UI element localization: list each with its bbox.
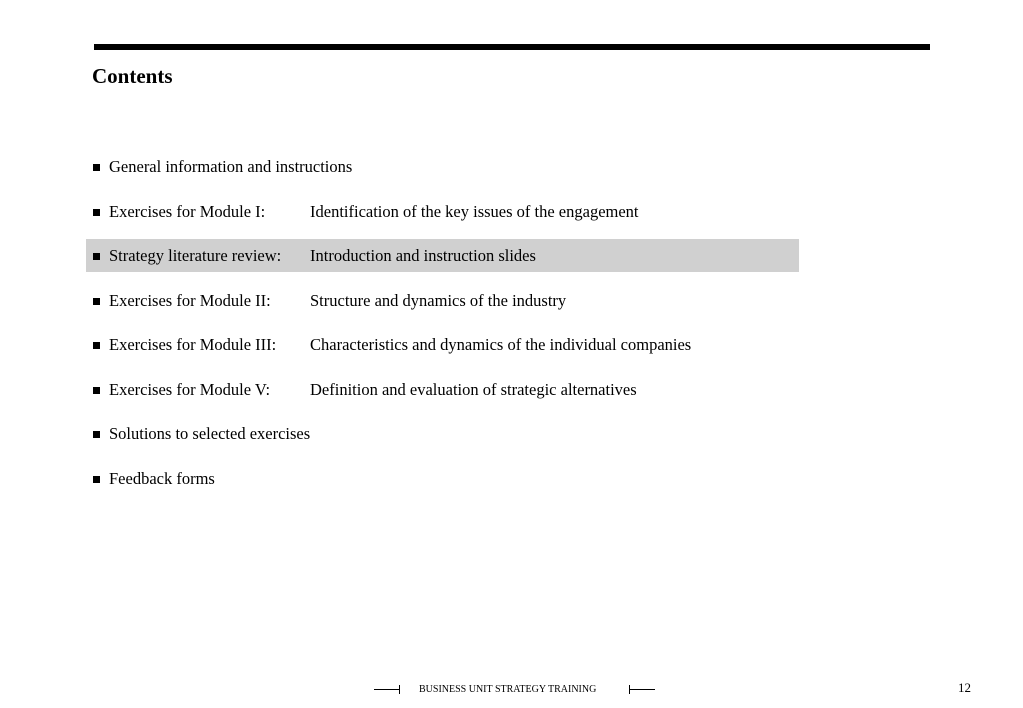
toc-item-description: Structure and dynamics of the industry <box>310 290 567 310</box>
page-title: Contents <box>92 64 173 88</box>
square-bullet-icon <box>93 209 100 216</box>
toc-item-label: General information and instructions <box>109 157 353 176</box>
top-rule <box>94 44 930 50</box>
toc-item-solutions[interactable] <box>86 417 799 450</box>
toc-item-label: Exercises for Module III: <box>109 335 277 354</box>
toc-item-label: Exercises for Module II: <box>109 290 271 310</box>
toc-item-description: Identification of the key issues of the engagement <box>310 201 639 221</box>
square-bullet-icon <box>93 387 100 394</box>
toc-item-module-1[interactable] <box>86 195 799 228</box>
square-bullet-icon <box>93 164 100 171</box>
square-bullet-icon <box>93 342 100 349</box>
square-bullet-icon <box>93 298 100 305</box>
square-bullet-icon <box>93 253 100 260</box>
page-footer <box>0 680 1023 700</box>
toc-item-label: Exercises for Module I: <box>109 201 266 221</box>
toc-item-description: Introduction and instruction slides <box>310 246 536 265</box>
square-bullet-icon <box>93 476 100 483</box>
page-number: 12 <box>958 680 971 695</box>
toc-item-label: Solutions to selected exercises <box>109 424 311 443</box>
toc-item-module-2[interactable] <box>86 284 799 317</box>
toc-item-general-information[interactable] <box>86 150 799 183</box>
toc-item-module-5[interactable] <box>86 373 799 406</box>
table-of-contents <box>86 150 799 506</box>
toc-item-label: Feedback forms <box>109 468 215 488</box>
footer-left-tick <box>399 685 400 694</box>
footer-right-rule <box>629 689 655 690</box>
toc-item-description: Characteristics and dynamics of the individual companies <box>310 335 692 354</box>
footer-title: BUSINESS UNIT STRATEGY TRAINING <box>419 684 597 695</box>
footer-left-rule <box>374 689 400 690</box>
toc-item-label: Exercises for Module V: <box>109 379 271 399</box>
toc-item-module-3[interactable] <box>86 328 799 361</box>
toc-item-strategy-literature-review[interactable] <box>86 239 799 272</box>
toc-item-feedback-forms[interactable] <box>86 462 799 495</box>
toc-item-label: Strategy literature review: <box>109 246 282 265</box>
toc-item-description: Definition and evaluation of strategic alternatives <box>310 379 637 399</box>
square-bullet-icon <box>93 431 100 438</box>
